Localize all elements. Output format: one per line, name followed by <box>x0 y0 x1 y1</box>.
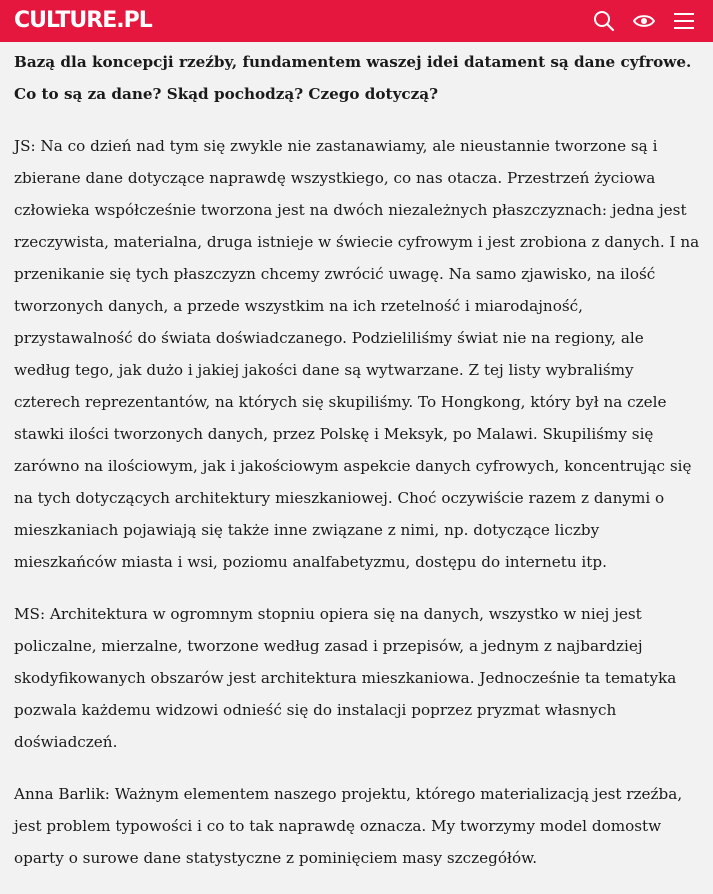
answer-paragraph-ab: Anna Barlik: Ważnym elementem naszego projektu, którego materializacją jest rzeźba, jest problem typowości i co to tak naprawdę oznacza. My tworzymy model domostw oparty o surowe dane statystyczne z pominięciem masy szczegółów. <box>14 785 683 867</box>
eye-icon[interactable] <box>631 9 657 33</box>
article-body <box>14 46 704 894</box>
header-actions <box>591 9 697 33</box>
top-bar <box>0 0 713 42</box>
menu-icon[interactable] <box>671 9 697 33</box>
logo-text: CULTURE.PL <box>14 7 152 33</box>
answer-paragraph-js: JS: Na co dzień nad tym się zwykle nie zastanawiamy, ale nieustannie tworzone są i zbierane dane dotyczące naprawdę wszystkiego, co nas otacza. Przestrzeń życiowa człowieka współcześnie tworzona jest na dwóch niezależnych płaszczyznach: jedna jest rzeczywista, materialna, druga istnieje w świecie cyfrowym i jest zrobiona z danych. I na przenikanie się tych płaszczyzn chcemy zwrócić uwagę. Na samo zjawisko, na ilość tworzonych danych, a przede wszystkim na ich rzetelność i miarodajność, przystawalność do świata doświadczanego. Podzieliliśmy świat nie na regiony, ale według tego, jak dużo i jakiej jakości dane są wytwarzane. Z tej listy wybraliśmy czterech reprezentantów, na których się skupiliśmy. To Hongkong, który był na czele stawki ilości tworzonych danych, przez Polskę i Meksyk, po Malawi. Skupiliśmy się zarówno na ilościowym, jak i jakościowym aspekcie danych cyfrowych, koncentrując się na tych dotyczących architektury mieszkaniowej. Choć oczywiście razem z danymi o mieszkaniach pojawiają się także inne związane z nimi, np. dotyczące liczby mieszkańców miasta i wsi, poziomu analfabetyzmu, dostępu do internetu itp. <box>14 137 700 571</box>
answer-paragraph-ms: MS: Architektura w ogromnym stopniu opiera się na danych, wszystko w niej jest policzalne, mierzalne, tworzone według zasad i przepisów, a jednym z najbardziej skodyfikowanych obszarów jest architektura mieszkaniowa. Jednocześnie ta tematyka pozwala każdemu widzowi odnieść się do instalacji poprzez pryzmat własnych doświadczeń. <box>14 605 677 751</box>
search-icon[interactable] <box>591 9 617 33</box>
site-logo[interactable] <box>14 8 152 32</box>
interview-question: Bazą dla koncepcji rzeźby, fundamentem waszej idei datament są dane cyfrowe. Co to są za dane? Skąd pochodzą? Czego dotyczą? <box>14 53 692 103</box>
